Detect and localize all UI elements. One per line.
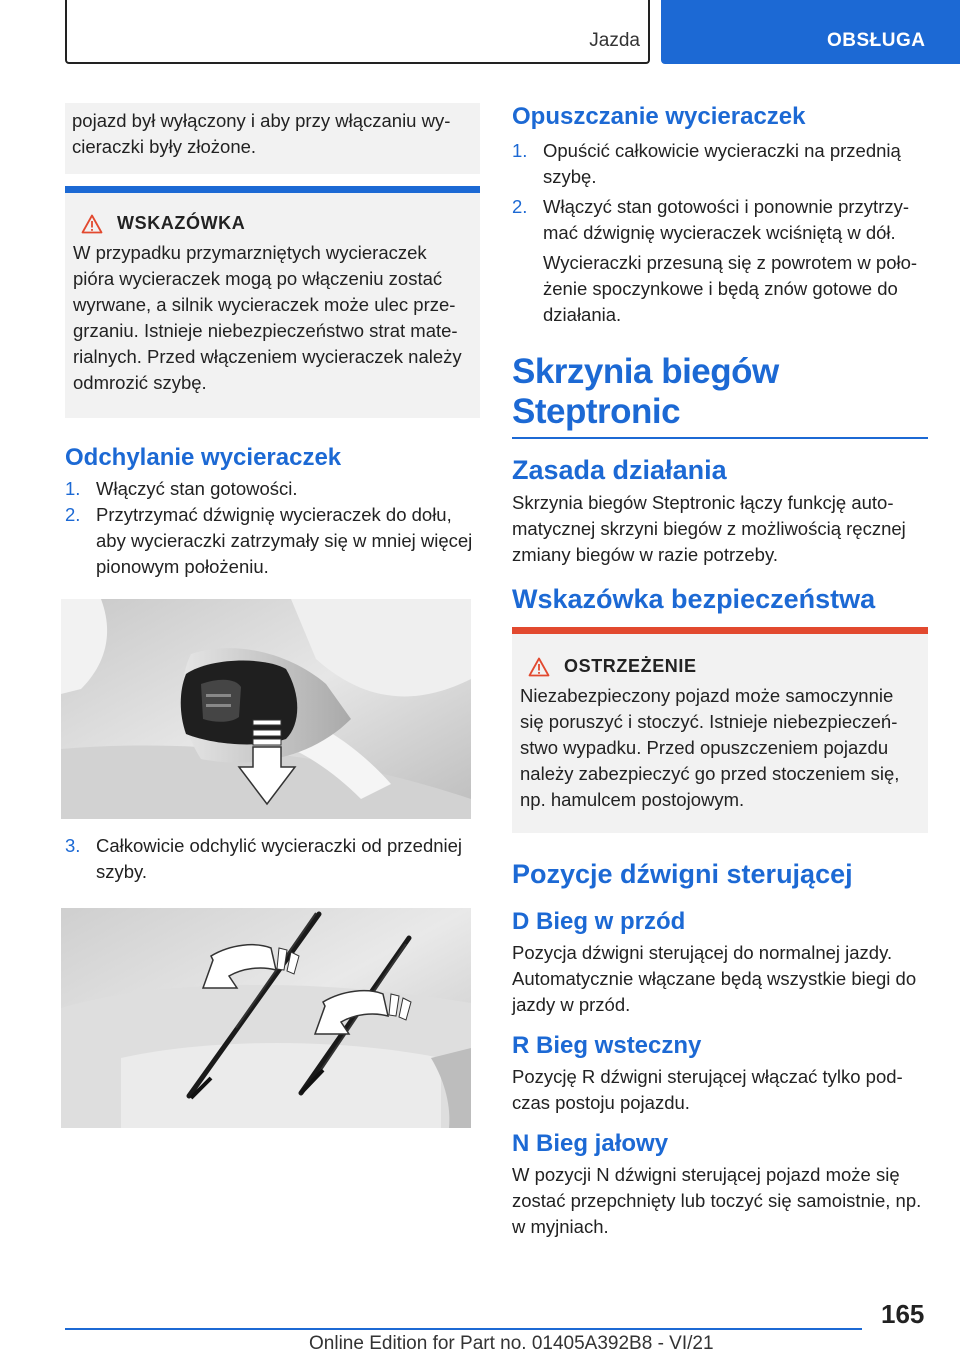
step-number: 2. xyxy=(65,504,81,525)
heading-r-reverse: R Bieg wsteczny xyxy=(512,1032,702,1059)
d-text: Pozycja dźwigni sterującej do normalnej jazdy. Automatycznie włączane będą wszystkie biegi do jazdy w przód. xyxy=(512,942,917,1015)
step-text: Opuścić całkowicie wycieraczki na przednią szybę. xyxy=(543,140,901,187)
step-text: Przytrzymać dźwignię wycieraczek do dołu, aby wycieraczki zatrzymały się w mniej więcej pionowym położeniu. xyxy=(96,504,473,577)
section-heading-safety: Wskazówka bezpieczeństwa xyxy=(512,584,876,614)
windshield-wipers-image xyxy=(61,908,471,1128)
step-text: Włączyć stan gotowości i ponownie przytrzy-mać dźwignię wycieraczek wciśniętą w dół. xyxy=(543,196,910,243)
left-column xyxy=(65,103,480,1128)
intro-box xyxy=(65,103,480,174)
step-number: 2. xyxy=(512,196,528,217)
warning-text: Niezabezpieczony pojazd może samoczynnie się poruszyć i stoczyć. Istnieje niebezpieczeń-stwo wypadku. Przed opuszczeniem pojazdu należy zabezpieczyć go przed stoczeniem się, np. hamulcem postojowym. xyxy=(520,685,900,810)
wiper-lever-illustration xyxy=(61,599,471,819)
step-followup-text: Wycieraczki przesuną się z powrotem w poło-żenie spoczynkowe i będą znów gotowe do działania. xyxy=(543,252,918,325)
lower-steps xyxy=(512,138,928,328)
warning-triangle-icon xyxy=(81,214,103,234)
n-text: W pozycji N dźwigni sterującej pojazd może się zostać przepchnięty lub toczyć się samoistnie, np. w myjniach. xyxy=(512,1164,922,1237)
heading-d-forward: D Bieg w przód xyxy=(512,908,686,935)
step-number: 3. xyxy=(65,835,81,856)
warning-title: OSTRZEŻENIE xyxy=(564,656,697,676)
heading-n-neutral: N Bieg jałowy xyxy=(512,1130,669,1157)
warning-triangle-icon xyxy=(528,657,550,677)
wiper-lever-image xyxy=(61,599,471,819)
page-number: 165 xyxy=(881,1299,925,1329)
warning-box xyxy=(512,627,928,833)
intro-text: pojazd był wyłączony i aby przy włączaniu wy- cieraczki były złożone. xyxy=(72,110,451,157)
warning-header xyxy=(528,656,920,677)
header-chapter-tab xyxy=(661,0,960,64)
step-text: Włączyć stan gotowości. xyxy=(96,478,298,499)
note-title: WSKAZÓWKA xyxy=(117,213,246,233)
header-chapter-label: OBSŁUGA xyxy=(827,30,926,51)
section-heading-lower-wipers: Opuszczanie wycieraczek xyxy=(512,103,806,130)
footer-edition: Online Edition for Part no. 01405A392B8 - VI/21 xyxy=(309,1333,714,1354)
step-text: Całkowicie odchylić wycieraczki od przedniej szyby. xyxy=(96,835,463,882)
r-text: Pozycję R dźwigni sterującej włączać tylko pod-czas postoju pojazdu. xyxy=(512,1066,903,1113)
step-number: 1. xyxy=(512,140,528,161)
windshield-wipers-illustration xyxy=(61,908,471,1128)
chapter-title: Skrzynia biegów Steptronic xyxy=(512,352,928,439)
note-box xyxy=(65,186,480,418)
list-item xyxy=(512,138,928,190)
list-item xyxy=(65,833,480,885)
tilt-step-3 xyxy=(65,833,480,885)
tilt-steps-1-2 xyxy=(65,476,480,580)
list-item xyxy=(512,194,928,246)
section-heading-principle: Zasada działania xyxy=(512,455,727,485)
list-item xyxy=(65,502,480,580)
step-number: 1. xyxy=(65,478,81,499)
section-heading-tilt-wipers: Odchylanie wycieraczek xyxy=(65,444,342,471)
header-section-label: Jazda xyxy=(589,30,640,51)
section-heading-positions: Pozycje dźwigni sterującej xyxy=(512,859,853,889)
step-followup xyxy=(512,250,928,328)
right-column xyxy=(512,103,928,1240)
footer-divider xyxy=(65,1328,862,1330)
note-header xyxy=(81,213,472,234)
header-section-tab xyxy=(65,0,650,64)
principle-text: Skrzynia biegów Steptronic łączy funkcję auto-matycznej skrzyni biegów z możliwością ręcznej zmiany biegów w razie potrzeby. xyxy=(512,492,906,565)
list-item xyxy=(65,476,480,502)
note-text: W przypadku przymarzniętych wycieraczek pióra wycieraczek mogą po włączeniu zostać wyrwane, a silnik wycieraczek może ulec prze-grzaniu. Istnieje niebezpieczeństwo strat mate-rialnych. Przed włączeniem wycieraczek należy odmrozić szybę. xyxy=(73,242,462,393)
